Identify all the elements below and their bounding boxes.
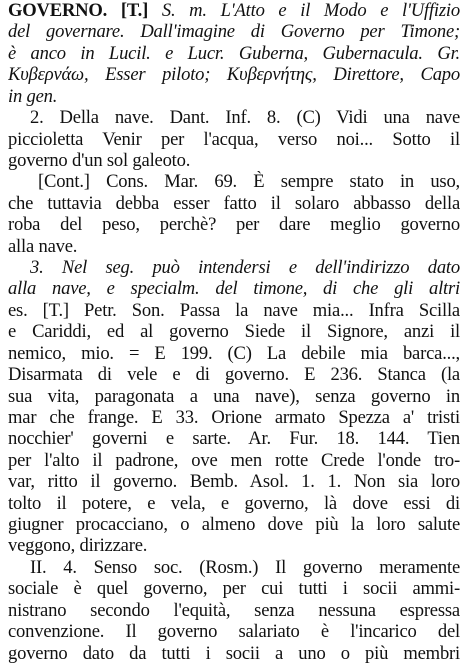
sense-4-line-2: sociale è quel governo, per cui tutti i socii ammi- — [8, 578, 460, 599]
sense-4-line-3: nistrano secondo l'equità, senza nessuna espressa — [8, 600, 460, 621]
sense-4-line-1: II. 4. Senso soc. (Rosm.) Il governo meramente — [30, 557, 460, 578]
sense-3-line-2: alla nave, e specialm. del timone, di che gli altri — [8, 278, 460, 299]
entry-line-3: è anco in Lucil. e Lucr. Guberna, Gubernacula. Gr. — [8, 43, 460, 64]
sense-3-line-10: per l'alto il padrone, ove men rotte Crede l'onde tro- — [8, 450, 460, 471]
sense-3-line-6: Disarmata di vele e di governo. E 236. Stanca (la — [8, 364, 460, 385]
sense-3-line-13: giugner procacciano, o almeno dove più la loro salute — [8, 514, 460, 535]
sense-3-line-11: var, ritto il governo. Bemb. Asol. 1. 1. Non sia loro — [8, 471, 460, 492]
cont-line-3: roba del peso, perchè? per dare meglio governo — [8, 214, 460, 235]
entry-line-1: GOVERNO. [T.] S. m. L'Atto e il Modo e l'Uffizio — [8, 0, 460, 21]
sense-4-line-5: governo dato da tutti i socii a uno o più membri — [8, 643, 460, 664]
sense-3-line-8: mar che frange. E 33. Orione armato Spezza a' tristi — [8, 407, 460, 428]
sense-3-line-9: nocchier' governi e sarte. Ar. Fur. 18. 144. Tien — [8, 428, 460, 449]
cont-line-1: [Cont.] Cons. Mar. 69. È sempre stato in uso, — [38, 171, 460, 192]
sense-2-line-3: governo d'un sol galeoto. — [8, 150, 191, 171]
sense-2-line-1: 2. Della nave. Dant. Inf. 8. (C) Vidi una nave — [30, 107, 460, 128]
sense-4-line-4: convenzione. Il governo salariato è l'incarico del — [8, 621, 460, 642]
sense-3-line-1: 3. Nel seg. può intendersi e dell'indirizzo dato — [30, 257, 460, 278]
sense-3-line-12: tolto il potere, e vela, e governo, là dove essi di — [8, 493, 460, 514]
sense-2-line-2: piccioletta Venir per l'acqua, verso noi... Sotto il — [8, 129, 460, 150]
cont-line-2: che tuttavia debba esser fatto il solaro abbasso della — [8, 193, 460, 214]
entry-line-5: in gen. — [8, 86, 58, 107]
headword: GOVERNO. [T.] — [8, 0, 162, 21]
sense-3-line-3: es. [T.] Petr. Son. Passa la nave mia... Infra Scilla — [8, 300, 460, 321]
sense-3-line-7: sua vita, paragonata a una nave), senza governo in — [8, 386, 460, 407]
entry-line-4: Κυβερνάω, Esser piloto; Κυβερνήτης, Direttore, Capo — [8, 64, 460, 85]
sense-3-line-5: nemico, mio. = E 199. (C) La debile mia barca..., — [8, 343, 460, 364]
entry-line-2: del governare. Dall'imagine di Governo per Timone; — [8, 21, 460, 42]
sense-3-line-4: e Cariddi, ed al governo Siede il Signore, anzi il — [8, 321, 460, 342]
sense-3-line-14: veggono, dirizzare. — [8, 535, 148, 556]
cont-line-4: alla nave. — [8, 236, 78, 257]
